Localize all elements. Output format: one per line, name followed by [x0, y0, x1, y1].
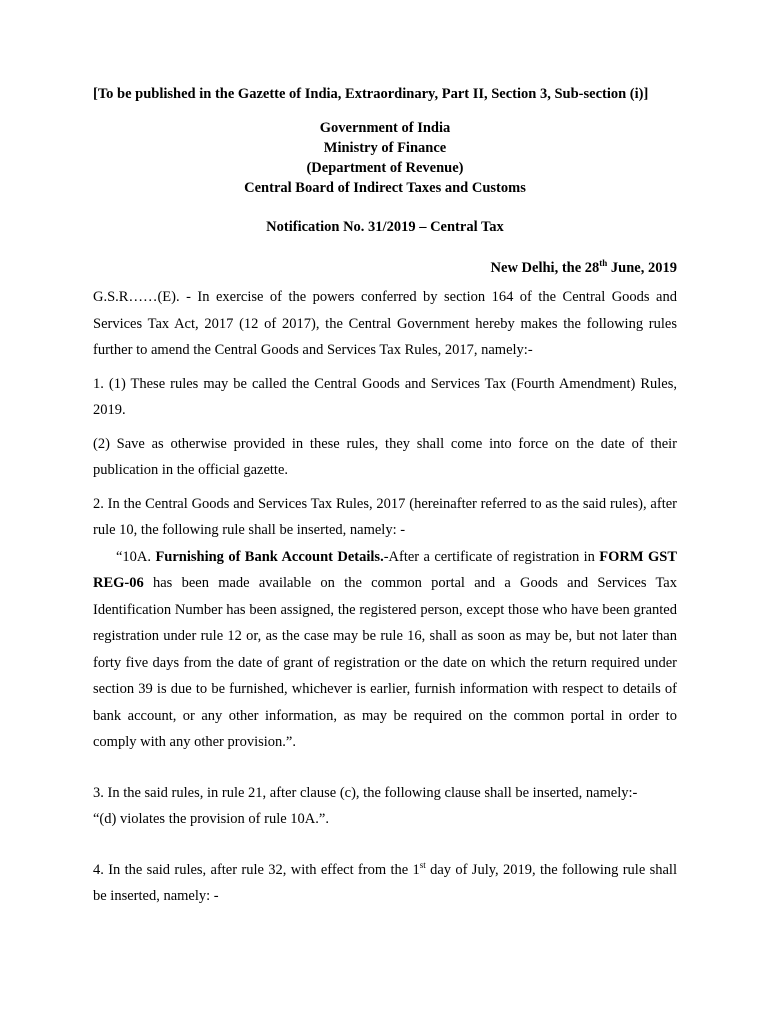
paragraph-3 [93, 780, 677, 833]
notification-number: Notification No. 31/2019 – Central Tax [266, 219, 504, 235]
notification-date [93, 258, 677, 278]
paragraph-4-prefix: 4. In the said rules, after rule 32, with effect from the 1 [93, 861, 420, 878]
date-prefix: New Delhi, the 28 [490, 260, 600, 276]
gazette-header: [To be published in the Gazette of India, Extraordinary, Part II, Section 3, Sub-section (i)] [93, 86, 649, 102]
paragraph-3-line-1: 3. In the said rules, in rule 21, after clause (c), the following clause shall be inserted, namely:- [93, 784, 638, 801]
rule-10a-lead: “10A. [116, 548, 156, 565]
paragraph-1-1: 1. (1) These rules may be called the Central Goods and Services Tax (Fourth Amendment) Rules, 2019. [93, 375, 677, 418]
issuer-department: (Department of Revenue) [306, 160, 464, 176]
paragraph-1-2: (2) Save as otherwise provided in these rules, they shall come into force on the date of their publication in the official gazette. [93, 435, 677, 478]
rule-10a-text-2: has been made available on the common portal and a Goods and Services Tax Identification Number has been assigned, the registered person, except those who have been granted registration under rule 12 or, as the case may be rule 16, shall as soon as may be, but not later than forty five days from the date of grant of registration or the date on which the return required under section 39 is due to be furnished, whichever is earlier, furnish information with respect to details of bank account, or any other information, as may be required on the common portal in order to comply with any other provision.”. [93, 575, 677, 750]
paragraph-4 [93, 857, 677, 910]
rule-10a-heading: Furnishing of Bank Account Details. [155, 548, 384, 565]
date-suffix: June, 2019 [607, 260, 677, 276]
paragraph-4-suffix: day of July, 2019, the following rule shall be inserted, namely: - [93, 861, 677, 904]
issuer-ministry: Ministry of Finance [323, 140, 447, 156]
issuer-government: Government of India [319, 120, 451, 136]
rule-10a-text-1: -After a certificate of registration in [383, 548, 600, 565]
issuer-block [93, 118, 677, 198]
preamble-paragraph: G.S.R……(E). - In exercise of the powers conferred by section 164 of the Central Goods and Services Tax Act, 2017 (12 of 2017), the Central Government hereby makes the following rules further to amend the Central Goods and Services Tax Rules, 2017, namely:- [93, 289, 677, 358]
rule-10a-form-name: FORM GST REG-06 [93, 548, 677, 591]
issuer-board: Central Board of Indirect Taxes and Customs [244, 180, 526, 196]
rule-10a-paragraph [93, 544, 677, 756]
date-ordinal: th [599, 258, 608, 268]
document-body [93, 84, 677, 910]
paragraph-2: 2. In the Central Goods and Services Tax Rules, 2017 (hereinafter referred to as the said rules), after rule 10, the following rule shall be inserted, namely: - [93, 495, 677, 538]
paragraph-3-line-2: “(d) violates the provision of rule 10A.”. [93, 811, 329, 827]
paragraph-4-ordinal: st [419, 859, 426, 870]
